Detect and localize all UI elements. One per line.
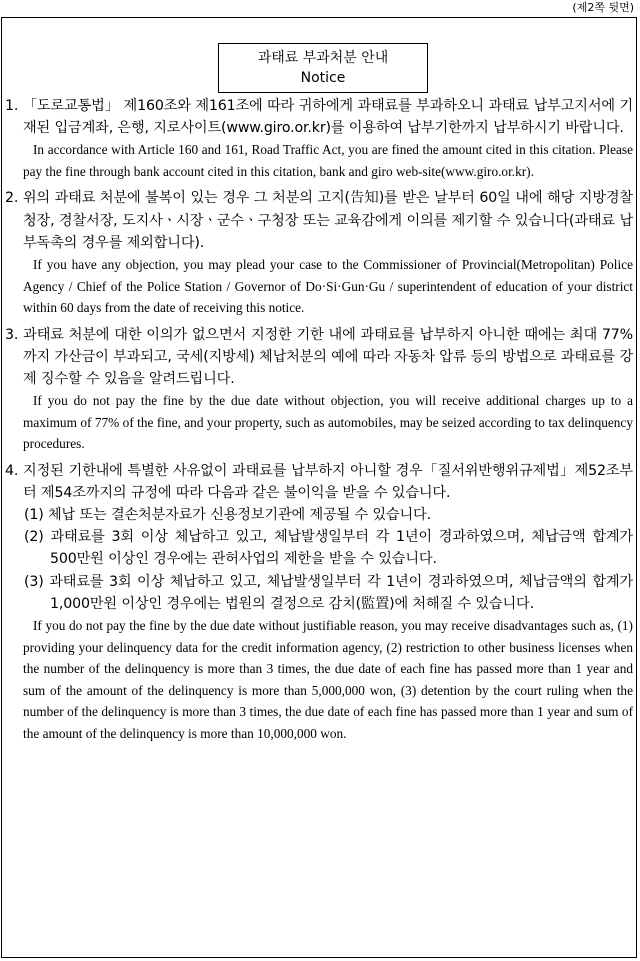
section-1-korean: 1. 「도로교통법」 제160조와 제161조에 따라 귀하에게 과태료를 부과하오니 과태료 납부고지서에 기재된 입금계좌, 은행, 지로사이트(www.giro.or.kr)를 이용하여 납부기한까지 납부하시기 바랍니다. [5,98,633,137]
section-1 [5,95,633,182]
section-1-english: In accordance with Article 160 and 161, Road Traffic Act, you are fined the amount cited in this citation. Please pay the fine through bank account cited in this citation, bank and giro web-site(www.giro.or.kr). [23,142,633,179]
section-3 [5,324,633,455]
section-4 [5,460,633,744]
section-4-item-3: (3) 과태료를 3회 이상 체납하고 있고, 체납발생일부터 각 1년이 경과하였으며, 체납금액의 합계가 1,000만원 이상인 경우에는 법원의 결정으로 감치(監置)에 처해질 수 있습니다. [24,573,633,612]
section-4-item-1: (1) 체납 또는 결손처분자료가 신용정보기관에 제공될 수 있습니다. [24,507,431,524]
section-4-korean: 4. 지정된 기한내에 특별한 사유없이 과태료를 납부하지 아니할 경우「질서위반행위규제법」제52조부터 제54조까지의 규정에 따라 다음과 같은 불이익을 받을 수 있습니다. [5,462,633,501]
page-label: (제2쪽 뒷면) [572,1,634,14]
section-2 [5,187,633,318]
section-2-english: If you have any objection, you may plead your case to the Commissioner of Provincial(Metropolitan) Police Agency / Chief of the Police Station / Governor of Do·Si·Gun·Gu / superintendent of education of your district within 60 days from the date of receiving this notice. [23,257,633,316]
section-2-korean: 2. 위의 과태료 처분에 불복이 있는 경우 그 처분의 고지(告知)를 받은 날부터 60일 내에 해당 지방경찰청장, 경찰서장, 도지사ㆍ시장ㆍ군수ㆍ구청장 또는 교육감에게 이의를 제기할 수 있습니다(과태료 납부독촉의 경우를 제외합니다). [5,190,633,251]
title-korean: 과태료 부과처분 안내 [257,50,389,66]
notice-body [5,95,633,744]
section-3-korean: 3. 과태료 처분에 대한 이의가 없으면서 지정한 기한 내에 과태료를 납부하지 아니한 때에는 최대 77%까지 가산금이 부과되고, 국세(지방세) 체납처분의 예에 따라 자동차 압류 등의 방법으로 과태료를 강제 징수할 수 있음을 알려드립니다. [5,326,633,387]
title-english: Notice [300,70,346,86]
section-4-english: If you do not pay the fine by the due date without justifiable reason, you may receive disadvantages such as, (1) providing your delinquency data for the credit information agency, (2) restriction to other business licenses when the number of the delinquency is more than 3 times, the due date of each fine has passed more than 1 year and sum of the amount of the delinquency is more than 5,000,000 won, (3) detention by the court ruling when the number of the delinquency is more than 3 times, the due date of each fine has passed more than 1 year and sum of the amount of the delinquency is more than 10,000,000 won. [23,618,633,741]
title-box [218,43,428,93]
section-4-item-2: (2) 과태료를 3회 이상 체납하고 있고, 체납발생일부터 각 1년이 경과하였으며, 체납금액 합계가 500만원 이상인 경우에는 관허사업의 제한을 받을 수 있습니다. [24,529,633,568]
section-3-english: If you do not pay the fine by the due date without objection, you will receive additional charges up to a maximum of 77% of the fine, and your property, such as automobiles, may be seized according to tax delinquency procedures. [23,393,633,452]
